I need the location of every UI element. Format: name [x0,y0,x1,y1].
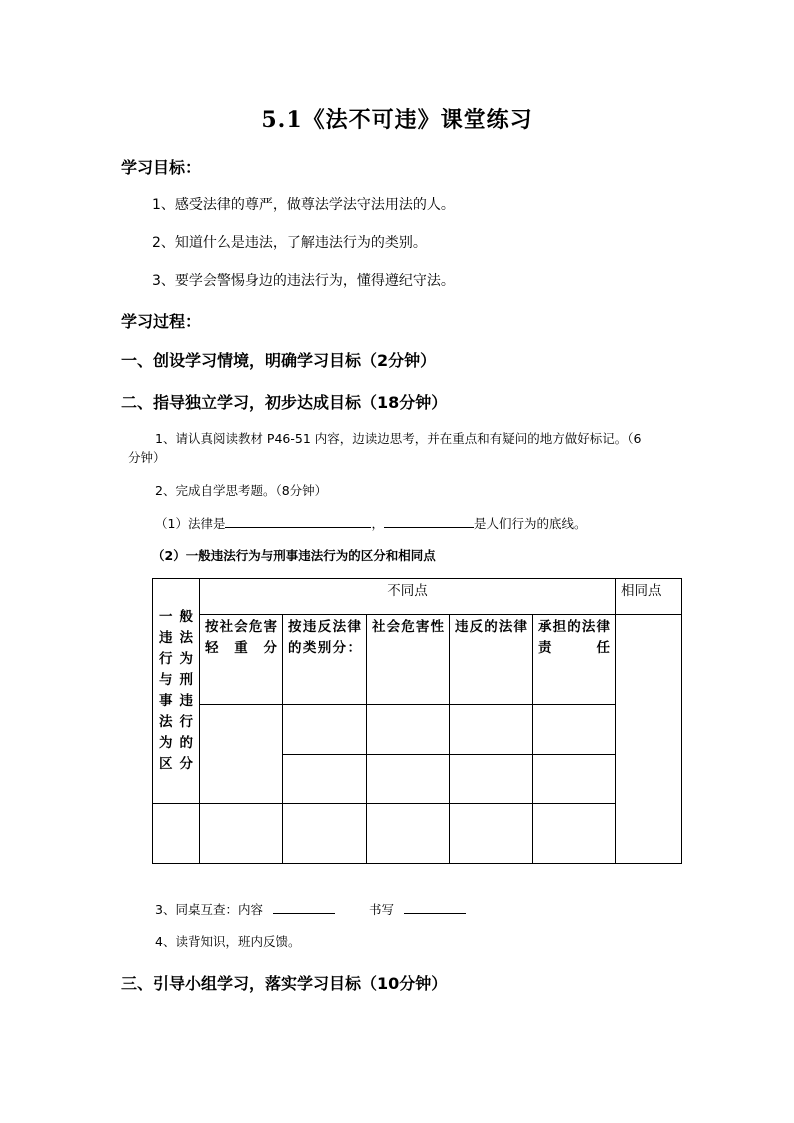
same-cell[interactable] [616,615,682,864]
column-header: 违反的法律 [450,615,533,705]
column-header: 承担的法律责任 [533,615,616,705]
blank-line[interactable] [404,899,466,914]
table-cell[interactable] [533,705,616,755]
task-1-line-1: 1、请认真阅读教材 P46-51 内容，边读边思考，并在重点和有疑问的地方做好标记。（6 [155,431,642,446]
row-header: 一般违法行为与刑事违法行为的区分 [153,579,200,804]
page-title: 5.1《法不可违》课堂练习 [261,107,533,133]
task-4: 4、读背知识，班内反馈。 [155,934,301,949]
table-cell[interactable] [533,804,616,864]
column-header: 按社会危害轻重分 [200,615,283,705]
table-cell[interactable] [200,705,283,804]
comparison-table [152,578,682,864]
column-header: 社会危害性 [367,615,450,705]
table-cell[interactable] [533,755,616,804]
table-cell[interactable] [450,804,533,864]
column-header: 按违反法律的类别分： [283,615,367,705]
blank-line[interactable] [384,513,474,528]
blank-line[interactable] [225,513,371,528]
blank-line[interactable] [273,899,335,914]
task-3 [155,899,466,918]
section-heading-3: 三、引导小组学习，落实学习目标（10分钟） [121,974,448,993]
task-2: 2、完成自学思考题。（8分钟） [155,483,328,498]
question-2: （2）一般违法行为与刑事违法行为的区分和相同点 [152,548,436,563]
question-1-prefix: （1）法律是 [155,516,226,531]
table-cell[interactable] [450,755,533,804]
table-cell[interactable] [153,804,200,864]
task-3-mid: 书写 [368,902,394,917]
question-1-comma: ， [371,516,384,531]
task-1-line-2: 分钟） [128,450,166,465]
goal-item: 2、知道什么是违法，了解违法行为的类别。 [152,235,427,251]
question-1-suffix: 是人们行为的底线。 [473,516,587,531]
same-header: 相同点 [616,579,682,615]
table-cell[interactable] [450,705,533,755]
goal-item: 1、感受法律的尊严，做尊法学法守法用法的人。 [152,197,455,213]
table-cell[interactable] [367,755,450,804]
section-heading-1: 一、创设学习情境，明确学习目标（2分钟） [121,351,437,370]
goals-heading: 学习目标： [121,158,202,177]
table-cell[interactable] [367,705,450,755]
task-3-prefix: 3、同桌互查：内容 [155,902,263,917]
diff-header: 不同点 [200,579,616,615]
table-cell[interactable] [200,804,283,864]
section-heading-2: 二、指导独立学习，初步达成目标（18分钟） [121,393,448,412]
table-cell[interactable] [283,804,367,864]
table-cell[interactable] [367,804,450,864]
question-1 [155,513,586,532]
goal-item: 3、要学会警惕身边的违法行为，懂得遵纪守法。 [152,273,455,289]
process-heading: 学习过程： [121,312,202,331]
table-cell[interactable] [283,755,367,804]
table-cell[interactable] [283,705,367,755]
